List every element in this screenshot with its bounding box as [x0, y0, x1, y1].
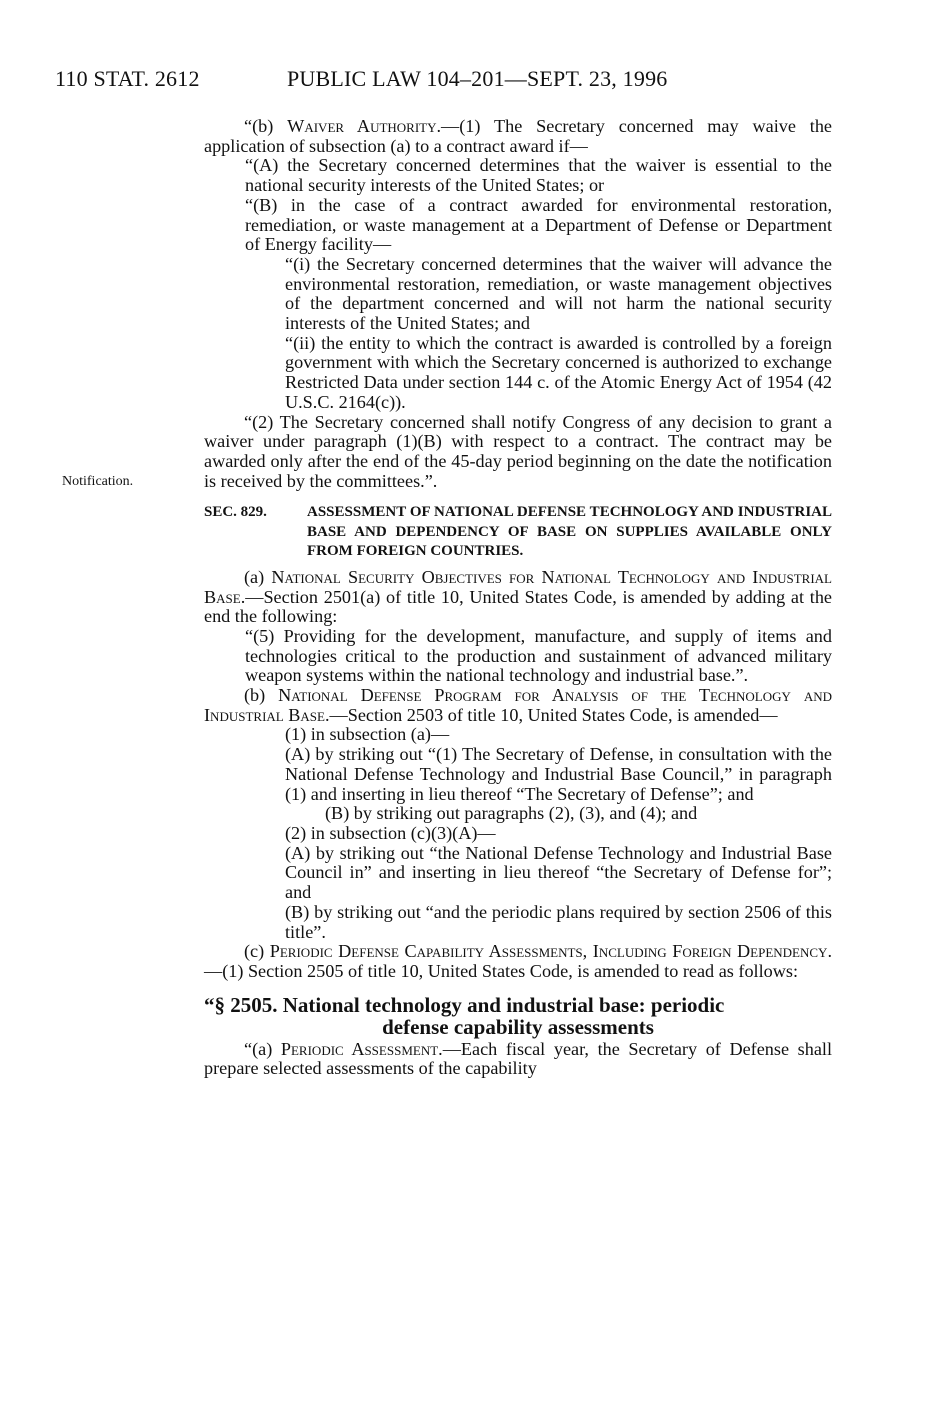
paragraph-b-waiver-authority: “(b) Waiver Authority.—(1) The Secretary concerned may waive the application of subsection (a) to a contract award if—	[204, 116, 833, 156]
clause-A: “(A) the Secretary concerned determines that the waiver is essential to the national security interests of the United States; or	[245, 155, 832, 196]
heading-defense-program: National Defense Program for Analysis of the Technology and Industrial Base	[204, 685, 832, 725]
document-body	[204, 117, 832, 1079]
paragraph-5-providing: “(5) Providing for the development, manufacture, and supply of items and technologies critical to the production and sustainment of advanced military weapon systems within the national technology and industrial base.”.	[245, 625, 832, 686]
section-2505-line-1: “§ 2505. National technology and industrial base: periodic	[204, 992, 725, 1017]
item-1-subsection-a: (1) in subsection (a)—	[285, 724, 450, 745]
item-1-A: (A) by striking out “(1) The Secretary of Defense, in consultation with the National Defense Technology and Industrial Base Council,” in paragraph (1) and inserting in lieu thereof “The Secretary of Defense”; and	[285, 744, 832, 804]
heading-waiver-authority: Waiver Authority	[287, 116, 437, 136]
clause-ii: “(ii) the entity to which the contract is awarded is controlled by a foreign government with which the Secretary concerned is authorized to exchange Restricted Data under section 144 c. of the Atomic Energy Act of 1954 (42 U.S.C. 2164(c)).	[285, 332, 832, 412]
clause-B: “(B) in the case of a contract awarded for environmental restoration, remediation, or waste management at a Department of Defense or Department of Energy facility—	[245, 194, 832, 255]
section-title: ASSESSMENT OF NATIONAL DEFENSE TECHNOLOGY AND INDUSTRIAL BASE AND DEPENDENCY OF BASE ON SUPPLIES AVAILABLE ONLY FROM FOREIGN COUNTRIES.	[307, 504, 832, 560]
heading-capability-assessments: Periodic Defense Capability Assessments, Including Foreign Dependency	[269, 941, 828, 962]
heading-security-objectives: National Security Objectives for National Technology and Industrial Base	[204, 566, 832, 607]
item-2-subsection-c: (2) in subsection (c)(3)(A)—	[285, 823, 496, 843]
section-number: SEC. 829.	[204, 504, 267, 521]
item-2-A: (A) by striking out “the National Defense Technology and Industrial Base Council in” and inserting in lieu thereof “the Secretary of Defense for”; and	[285, 842, 832, 903]
section-heading-2505	[204, 994, 832, 1038]
margin-note-notification: Notification.	[62, 474, 134, 489]
section-2505-line-2: defense capability assessments	[382, 1014, 654, 1039]
heading-periodic-assessment: Periodic Assessment	[280, 1038, 439, 1059]
paragraph-b-defense-program: (b) National Defense Program for Analysis of the Technology and Industrial Base.—Section 2503 of title 10, United States Code, is amended—	[204, 685, 832, 725]
clause-i: “(i) the Secretary concerned determines that the waiver will advance the environmental restoration, remediation, or waste management objectives of the department concerned and will not harm the national security interests of the United States; and	[285, 253, 832, 334]
paragraph-a-objectives: (a) National Security Objectives for National Technology and Industrial Base.—Section 2501(a) of title 10, United States Code, is amended by adding at the end the following:	[204, 566, 832, 627]
section-heading-829	[204, 503, 832, 562]
law-reference: PUBLIC LAW 104–201—SEPT. 23, 1996	[287, 66, 668, 91]
paragraph-2-notification: “(2) The Secretary concerned shall notify Congress of any decision to grant a waiver under paragraph (1)(B) with respect to a contract. The contract may be awarded only after the end of the 45-day period beginning on the date the notification is received by the committees.”.	[204, 411, 832, 491]
item-1-B: (B) by striking out paragraphs (2), (3), and (4); and	[325, 803, 698, 824]
stat-reference: 110 STAT. 2612	[55, 66, 200, 91]
paragraph-a-periodic-assessment: “(a) Periodic Assessment.—Each fiscal year, the Secretary of Defense shall prepare selected assessments of the capability	[204, 1038, 833, 1079]
paragraph-c-capability-assessments: (c) Periodic Defense Capability Assessments, Including Foreign Dependency.—(1) Section 2505 of title 10, United States Code, is amended to read as follows:	[204, 941, 832, 981]
page-header	[55, 66, 667, 92]
item-2-B: (B) by striking out “and the periodic plans required by section 2506 of this title”.	[285, 901, 832, 942]
